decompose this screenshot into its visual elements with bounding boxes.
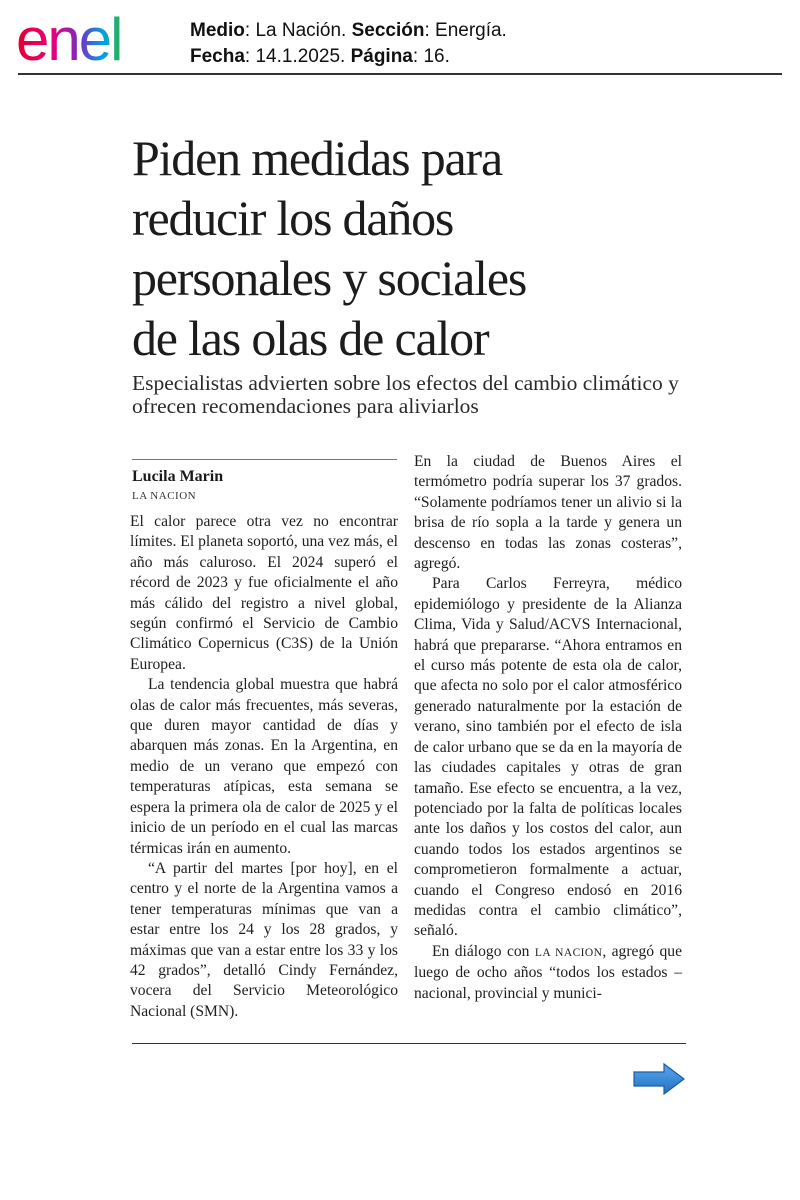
- paragraph: Para Carlos Ferreyra, médico epidemiólogo y presidente de la Alianza Clima, Vida y Salud/ACVS Internacional, habrá que prepararse. “Ahora entramos en el curso más potente de esta ola de calor, que afecta no solo por el calor atmosférico generado naturalmente por la estación de verano, sino también por el efecto de isla de calor urbano que se da en la mayoría de las ciudades capitales y otras de gran tamaño. Ese efecto se encuentra, a la vez, potenciado por la falta de políticas locales ante los daños y los costos del calor, aun cuando todos los estados argentinos se comprometieron formalmente a actuar, cuando el Congreso endosó en 2016 medidas contra el cambio climático”, señaló.: [414, 575, 682, 940]
- pagina-value: 16.: [423, 46, 450, 67]
- headline-line: personales y sociales: [132, 250, 527, 306]
- paragraph: El calor parece otra vez no encontrar límites. El planeta soportó, una vez más, el año más caluroso. El 2024 superó el récord de 2023 y fue oficialmente el año más cálido del registro a nivel global, según confirmó el Servicio de Cambio Climático Copernicus (C3S) de la Unión Europea.: [130, 513, 398, 673]
- svg-text:enel: enel: [16, 8, 122, 70]
- paragraph-text: , agregó que luego de ocho años “todos los estados –nacional, provincial y munici-: [414, 942, 683, 1002]
- seccion-value: Energía.: [435, 20, 507, 41]
- meta-line-1: Medio: La Nación. Sección: Energía.: [190, 20, 507, 41]
- byline-divider: [132, 459, 397, 460]
- headline-line: Piden medidas para: [132, 130, 502, 186]
- fecha-label: Fecha: [190, 46, 245, 67]
- paragraph: La tendencia global muestra que habrá olas de calor más frecuentes, más severas, que duren mayor cantidad de días y abarquen más zonas. En la Argentina, en medio de un verano que empezó con temperaturas atípicas, esta semana se espera la primera ola de calor de 2025 y el inicio de un período en el cual las marcas térmicas irán en aumento.: [130, 676, 398, 857]
- article-subhead: Especialistas advierten sobre los efectos del cambio climático y ofrecen recomendaciones para aliviarlos: [132, 371, 679, 418]
- article-bottom-divider: [132, 1043, 686, 1044]
- publication-name: LA NACION: [534, 946, 603, 959]
- headline-line: reducir los daños: [132, 190, 454, 246]
- pagina-label: Página: [350, 46, 413, 67]
- article-headline: [132, 128, 692, 368]
- medio-value: La Nación.: [255, 20, 347, 41]
- enel-logo: [16, 8, 172, 70]
- author-organization: LA NACION: [132, 490, 197, 502]
- paragraph: En la ciudad de Buenos Aires el termómetro podría superar los 37 grados. “Solamente podríamos tener un alivio si la brisa de río sopla a la tarde y genera un descenso en todas las zonas costeras”, agregó.: [414, 453, 682, 573]
- author-name: Lucila Marin: [132, 468, 224, 485]
- document-header: [0, 0, 800, 78]
- paragraph: “A partir del martes [por hoy], en el centro y el norte de la Argentina vamos a tener temperaturas mínimas que van a estar entre los 24 y los 28 grados, y máximas que van a estar entre los 33 y los 42 grados”, detalló Cindy Fernández, vocera del Servicio Meteorológico Nacional (SMN).: [130, 859, 398, 1020]
- medio-label: Medio: [190, 20, 245, 41]
- seccion-label: Sección: [351, 20, 425, 41]
- header-divider: [18, 73, 782, 75]
- headline-line: de las olas de calor: [132, 310, 489, 366]
- article-column-2: [414, 452, 682, 1004]
- article-column-1: [130, 512, 398, 1022]
- document-metadata: [190, 18, 507, 70]
- paragraph-text: En diálogo con: [432, 942, 535, 960]
- paragraph: [414, 942, 682, 1004]
- fecha-value: 14.1.2025.: [255, 46, 346, 67]
- arrow-right-icon[interactable]: [632, 1062, 686, 1096]
- meta-line-2: Fecha: 14.1.2025. Página: 16.: [190, 46, 450, 67]
